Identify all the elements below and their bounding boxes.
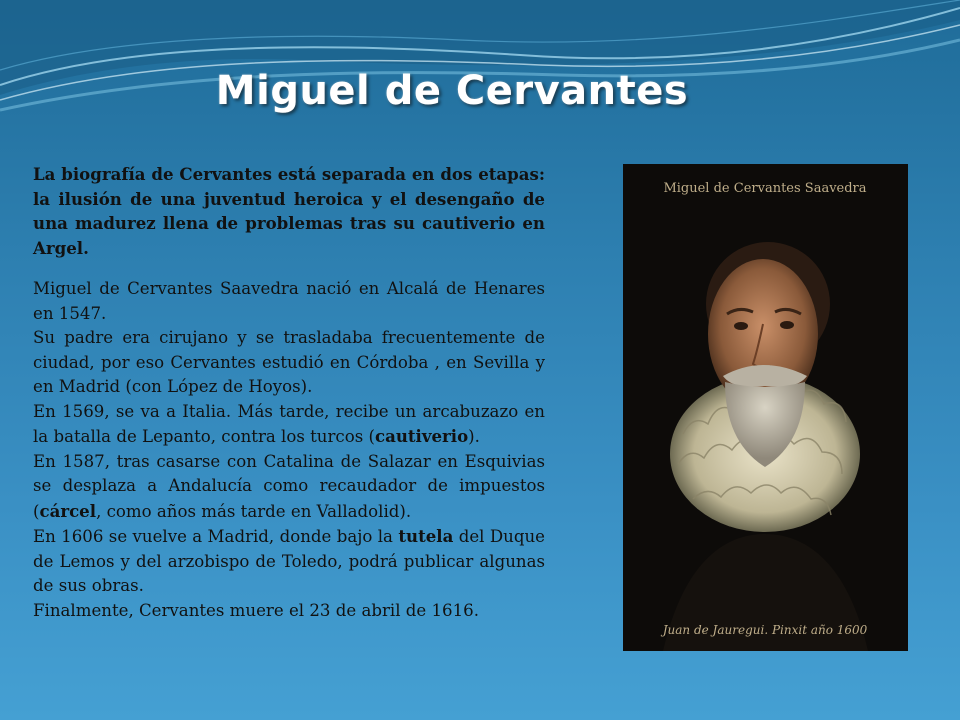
text-segment: En 1569, se va a Italia. Más tarde, recibe un arcabuzazo en la batalla de Lepanto, contra los turcos ( [33, 401, 545, 446]
text-segment: Miguel de Cervantes Saavedra nació en Alcalá de Henares en 1547. [33, 279, 545, 323]
text-segment: , como años más tarde en Valladolid). [96, 501, 412, 521]
bold-keyword: cárcel [39, 500, 97, 521]
text-segment: En 1587, tras casarse con Catalina de Salazar en Esquivias se desplaza a Andalucía como recaudador de impuestos ( [33, 451, 545, 521]
biography-paragraph [33, 400, 545, 450]
biography-text [33, 162, 545, 623]
svg-text:Juan de Jauregui. Pinxit año 1: Juan de Jauregui. Pinxit año 1600 [662, 623, 868, 637]
bold-keyword: cautiverio [374, 426, 469, 446]
text-segment: ). [468, 427, 480, 446]
text-segment: Su padre era cirujano y se trasladaba frecuentemente de ciudad, por eso Cervantes estudió en Córdoba , en Sevilla y en Madrid (con López de Hoyos). [33, 328, 545, 396]
biography-paragraph [33, 277, 545, 326]
biography-paragraphs [33, 277, 545, 623]
slide-title: Miguel de Cervantes [215, 68, 689, 114]
biography-paragraph [33, 524, 545, 599]
intro-paragraph: La biografía de Cervantes está separada en dos etapas: la ilusión de una juventud heroica y el desengaño de una madurez llena de problemas tras su cautiverio en Argel. [33, 164, 545, 258]
text-segment: Finalmente, Cervantes muere el 23 de abril de 1616. [33, 600, 480, 620]
bold-keyword: tutela [398, 526, 454, 546]
svg-text:Miguel de Cervantes Saavedra: Miguel de Cervantes Saavedra [663, 181, 867, 196]
biography-paragraph [33, 326, 545, 400]
text-segment: En 1606 se vuelve a Madrid, donde bajo la [33, 527, 399, 546]
cervantes-portrait [623, 164, 908, 651]
biography-paragraph [33, 450, 545, 525]
text-segment: del Duque de Lemos y del arzobispo de Toledo, podrá publicar algunas de sus obras. [33, 527, 545, 595]
biography-paragraph [33, 599, 545, 624]
